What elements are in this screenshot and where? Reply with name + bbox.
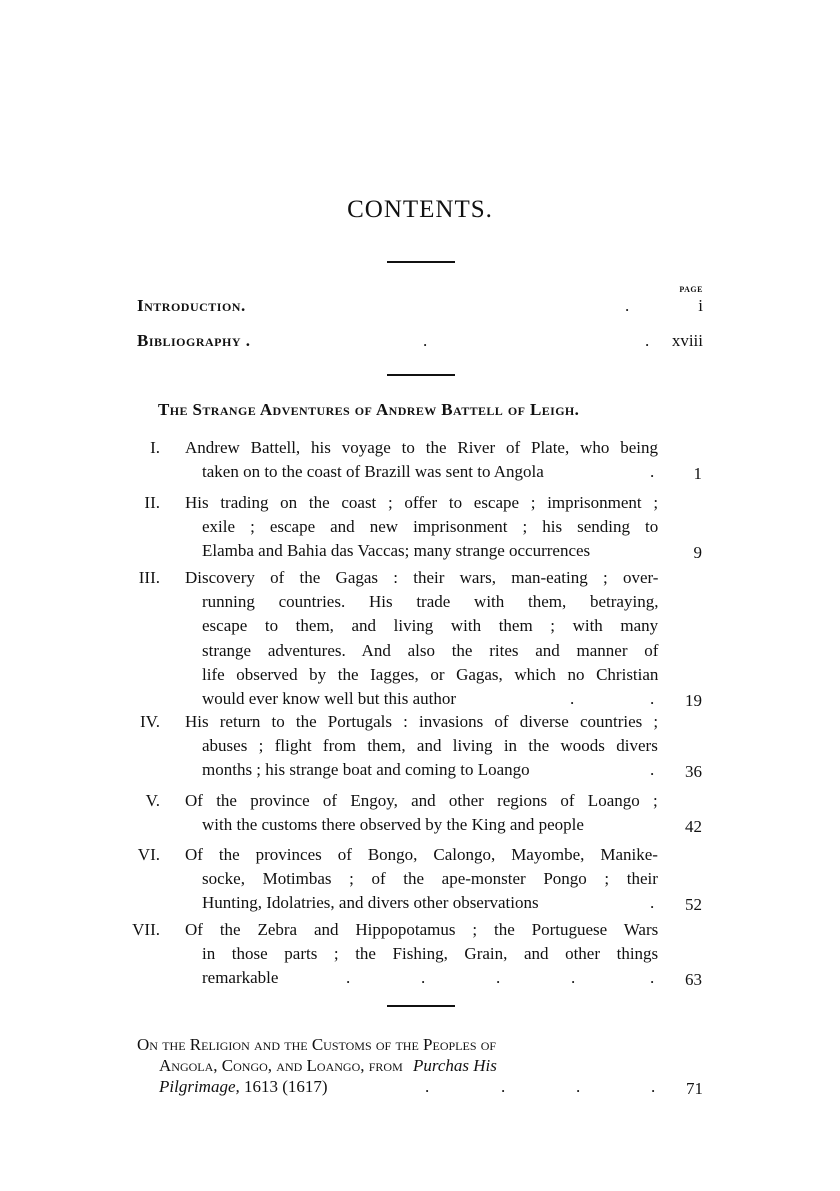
toc-entry-introduction[interactable] — [137, 296, 703, 318]
chapter-text-line: abuses ; flight from them, and living in the woods divers — [202, 736, 658, 756]
leader-dot: . — [501, 1077, 506, 1096]
toc-entry-page: 71 — [686, 1079, 703, 1098]
chapter-page-number: 52 — [685, 895, 702, 915]
toc-chapter-7[interactable] — [0, 920, 840, 993]
chapter-text-line: Elamba and Bahia das Vaccas; many strange occurrences — [202, 541, 591, 561]
page-title: CONTENTS. — [347, 196, 493, 223]
leader-dot: . — [421, 968, 426, 988]
chapter-text-line: Discovery of the Gagas : their wars, man-eating ; over- — [185, 568, 659, 587]
toc-entry-label: Introduction. — [137, 296, 246, 315]
chapter-text-line: in those parts ; the Fishing, Grain, and other things — [202, 944, 659, 964]
toc-entry-page: xviii — [671, 331, 703, 350]
chapter-number: I. — [150, 438, 160, 457]
toc-chapter-1[interactable] — [0, 438, 840, 486]
leader-dot: . — [425, 1077, 430, 1096]
chapter-number: VI. — [137, 845, 160, 864]
chapter-text-line: Andrew Battell, his voyage to the River of Plate, who being — [185, 438, 658, 457]
leader-dot: . — [650, 968, 655, 988]
leader-dot: . — [651, 1077, 656, 1096]
leader-dot: . — [571, 968, 576, 988]
leader-dot: . — [645, 331, 650, 350]
leader-dot: . — [346, 968, 351, 988]
chapter-number: II. — [144, 493, 160, 512]
chapter-page-number: 42 — [685, 817, 702, 837]
chapter-text-line: would ever know well but this author — [202, 689, 457, 708]
purchas-source-italic-2: Pilgrimage, — [159, 1077, 240, 1096]
leader-dot: . — [625, 296, 630, 315]
chapter-text-line: exile ; escape and new imprisonment ; his sending to — [202, 517, 659, 537]
leader-dot: . — [570, 689, 575, 708]
chapter-page-number: 63 — [685, 970, 702, 990]
chapter-text-line: Of the province of Engoy, and other regions of Loango ; — [185, 791, 658, 810]
chapter-text-line: His return to the Portugals : invasions of diverse countries ; — [185, 712, 659, 731]
toc-chapter-6[interactable] — [0, 845, 840, 918]
chapter-text-line: socke, Motimbas ; of the ape-monster Pongo ; their — [202, 869, 658, 889]
toc-chapter-5[interactable] — [0, 791, 840, 839]
toc-chapter-2[interactable] — [0, 493, 840, 566]
chapter-page-number: 1 — [693, 464, 702, 484]
chapter-text-line: escape to them, and living with them ; with many — [202, 616, 659, 636]
toc-chapter-3[interactable] — [0, 568, 840, 713]
chapter-text-line: taken on to the coast of Brazill was sent to Angola — [202, 462, 544, 482]
divider-rule — [387, 374, 455, 376]
divider-rule — [387, 1005, 455, 1007]
chapter-text-line: with the customs there observed by the King and people — [202, 815, 584, 835]
chapter-text-line: His trading on the coast ; offer to escape ; imprisonment ; — [185, 493, 659, 512]
purchas-line-3 — [159, 1077, 328, 1097]
chapter-number: V. — [145, 791, 160, 810]
purchas-line-2 — [159, 1056, 497, 1076]
leader-dot: . — [496, 968, 501, 988]
toc-entry-purchas[interactable] — [137, 1035, 703, 1105]
chapter-text-line: remarkable — [202, 968, 279, 988]
divider-rule — [387, 261, 455, 263]
leader-dot: . — [650, 760, 655, 780]
leader-dot: . — [650, 689, 655, 708]
toc-chapter-4[interactable] — [0, 712, 840, 785]
chapter-page-number: 9 — [693, 543, 702, 563]
purchas-line-1 — [137, 1035, 658, 1055]
leader-dot: . — [650, 462, 655, 482]
purchas-source-italic: Purchas His — [413, 1056, 497, 1075]
chapter-text-line: running countries. His trade with them, betraying, — [202, 592, 659, 612]
purchas-date: 1613 (1617) — [244, 1077, 328, 1096]
chapter-page-number: 19 — [685, 691, 702, 710]
page-column-header: PAGE — [679, 285, 703, 294]
chapter-number: III. — [138, 568, 160, 587]
chapter-page-number: 36 — [685, 762, 702, 782]
chapter-number: VII. — [132, 920, 160, 939]
leader-dot: . — [650, 893, 655, 913]
purchas-title-part-2: Angola, Congo, and Loango, from — [159, 1056, 403, 1075]
leader-dot: . — [423, 331, 428, 350]
chapter-text-line: Hunting, Idolatries, and divers other observations — [202, 893, 539, 913]
chapter-number: IV. — [140, 712, 160, 731]
chapter-text-line: Of the provinces of Bongo, Calongo, Mayombe, Manike- — [185, 845, 658, 864]
purchas-title-part-1: On the Religion and the Customs of the Peoples of — [137, 1035, 497, 1054]
chapter-text-line: life observed by the Iagges, or Gagas, which no Christian — [202, 664, 659, 684]
leader-dot: . — [576, 1077, 581, 1096]
toc-entry-page: i — [698, 296, 703, 315]
section-title: The Strange Adventures of Andrew Battell of Leigh. — [158, 400, 580, 419]
chapter-text-line: strange adventures. And also the rites and manner of — [202, 640, 659, 660]
chapter-text-line: Of the Zebra and Hippopotamus ; the Portuguese Wars — [185, 920, 659, 939]
chapter-text-line: months ; his strange boat and coming to Loango — [202, 760, 530, 780]
toc-entry-bibliography[interactable] — [137, 331, 703, 353]
toc-entry-label: Bibliography . — [137, 331, 251, 350]
